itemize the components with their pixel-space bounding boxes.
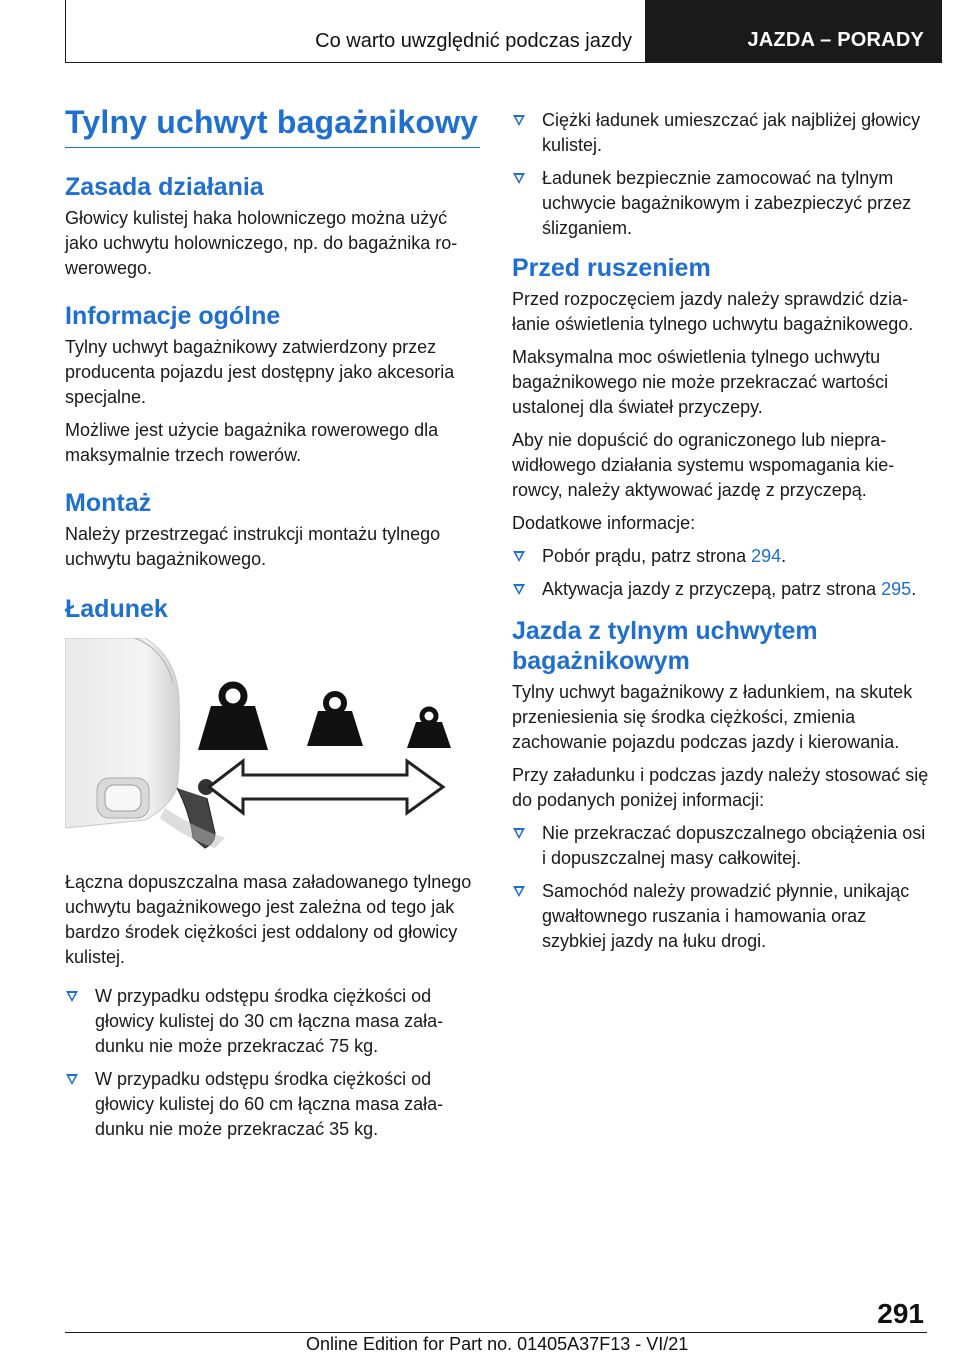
footer-divider [65, 1332, 927, 1333]
triangle-bullet-icon [513, 551, 525, 562]
before-departure-text-1: Przed rozpoczęciem jazdy należy sprawdzić działanie oświetlenia tylnego uchwytu bagażnikowego. [512, 289, 914, 334]
driving-bullet-2: Samochód należy prowadzić płynnie, unikając gwałtownego ruszania i hamowania oraz szybkiej jazdy na łuku drogi. [542, 881, 910, 951]
right-column [512, 108, 932, 962]
header-chapter-box [645, 0, 942, 63]
triangle-bullet-icon [513, 886, 525, 897]
heading-before-departure: Przed ruszeniem [512, 254, 711, 282]
page-number: 291 [877, 1298, 924, 1329]
triangle-bullet-icon [66, 1074, 78, 1085]
general-info-text-2: Możliwe jest użycie bagażnika rowerowego dla maksymalnie trzech rowerów. [65, 420, 439, 465]
mounting-text: Należy przestrzegać instrukcji montażu tylnego uchwytu bagażnikowego. [65, 524, 441, 569]
reference-text-2: Aktywacja jazdy z przyczepą, patrz strona [542, 579, 882, 599]
heading-driving-with-carrier: Jazda z tylnym uchwytem bagażnikowym [512, 617, 818, 675]
section-general-info [65, 301, 485, 468]
list-item [65, 1067, 485, 1142]
load-bullet-2: W przypadku odstępu środka ciężkości od głowicy kulistej do 60 cm łączna masa załadunku nie może przekraczać 35 kg. [95, 1069, 444, 1139]
driving-bullet-1: Nie przekraczać dopuszczalnego obciążenia osi i dopuszczalnej masy całkowitej. [542, 823, 926, 868]
list-item [512, 879, 932, 954]
driving-text-1: Tylny uchwyt bagażnikowy z ładunkiem, na skutek przeniesienia się środka ciężkości, zmienia zachowanie pojazdu podczas jazdy i kierowania. [512, 682, 913, 752]
before-departure-text-2: Maksymalna moc oświetlenia tylnego uchwytu bagażnikowego nie może przekraczać wartości ustalonej dla świateł przyczepy. [512, 347, 889, 417]
general-info-text-1: Tylny uchwyt bagażnikowy zatwierdzony przez producenta pojazdu jest dostępny jako akcesoria specjalne. [65, 337, 455, 407]
page-link-294[interactable]: 294 [751, 546, 782, 566]
list-item [65, 984, 485, 1059]
load-caption: Łączna dopuszczalna masa załadowanego tylnego uchwytu bagażnikowego jest zależna od tego jak bardzo środek ciężkości jest oddalony od głowicy kulistej. [65, 872, 472, 967]
tow-hook-weights-illustration [65, 638, 465, 858]
page-title: Tylny uchwyt bagażnikowy [65, 104, 480, 148]
before-departure-text-3: Aby nie dopuścić do ograniczonego lub nieprawidłowego działania systemu wspomagania kierowcy, należy aktywować jazdę z przyczepą. [512, 430, 895, 500]
header-chapter-title: JAZDA – PORADY [747, 29, 924, 51]
reference-period-1: . [781, 546, 787, 566]
section-mounting [65, 488, 485, 572]
placement-bullet-1: Ciężki ładunek umieszczać jak najbliżej głowicy kulistej. [542, 110, 921, 155]
heading-mounting: Montaż [65, 489, 152, 517]
section-before-departure [512, 253, 932, 602]
load-placement-list [512, 108, 932, 241]
section-principle [65, 172, 485, 281]
page-header [65, 0, 942, 63]
before-departure-text-4: Dodatkowe informacje: [512, 513, 696, 533]
triangle-bullet-icon [66, 991, 78, 1002]
reference-text-1: Pobór prądu, patrz strona [542, 546, 752, 566]
section-load [65, 594, 485, 1142]
reference-period-2: . [911, 579, 917, 599]
triangle-bullet-icon [513, 173, 525, 184]
load-bullet-list [65, 984, 485, 1142]
heading-general-info: Informacje ogólne [65, 302, 281, 330]
page-link-295[interactable]: 295 [881, 579, 912, 599]
load-illustration [65, 638, 465, 858]
left-column [65, 104, 485, 1150]
driving-bullet-list [512, 821, 932, 954]
principle-text: Głowicy kulistej haka holowniczego można użyć jako uchwytu holowniczego, np. do bagażnika rowerowego. [65, 208, 458, 278]
triangle-bullet-icon [513, 584, 525, 595]
reference-list [512, 544, 932, 602]
heading-load: Ładunek [65, 595, 168, 623]
header-section-title: Co warto uwzględnić podczas jazdy [315, 30, 632, 52]
list-item [512, 577, 932, 602]
header-section-box [65, 0, 647, 63]
list-item [512, 108, 932, 158]
heading-principle: Zasada działania [65, 173, 264, 201]
triangle-bullet-icon [513, 828, 525, 839]
list-item [512, 821, 932, 871]
driving-text-2: Przy załadunku i podczas jazdy należy stosować się do podanych poniżej informacji: [512, 765, 929, 810]
triangle-bullet-icon [513, 115, 525, 126]
load-bullet-1: W przypadku odstępu środka ciężkości od głowicy kulistej do 30 cm łączna masa załadunku nie może przekraczać 75 kg. [95, 986, 444, 1056]
list-item [512, 544, 932, 569]
section-driving-with-carrier [512, 616, 932, 954]
list-item [512, 166, 932, 241]
placement-bullet-2: Ładunek bezpiecznie zamocować na tylnym uchwycie bagażnikowym i zabezpieczyć przez ślizganiem. [542, 168, 912, 238]
edition-note: Online Edition for Part no. 01405A37F13 - VI/21 [306, 1334, 689, 1354]
